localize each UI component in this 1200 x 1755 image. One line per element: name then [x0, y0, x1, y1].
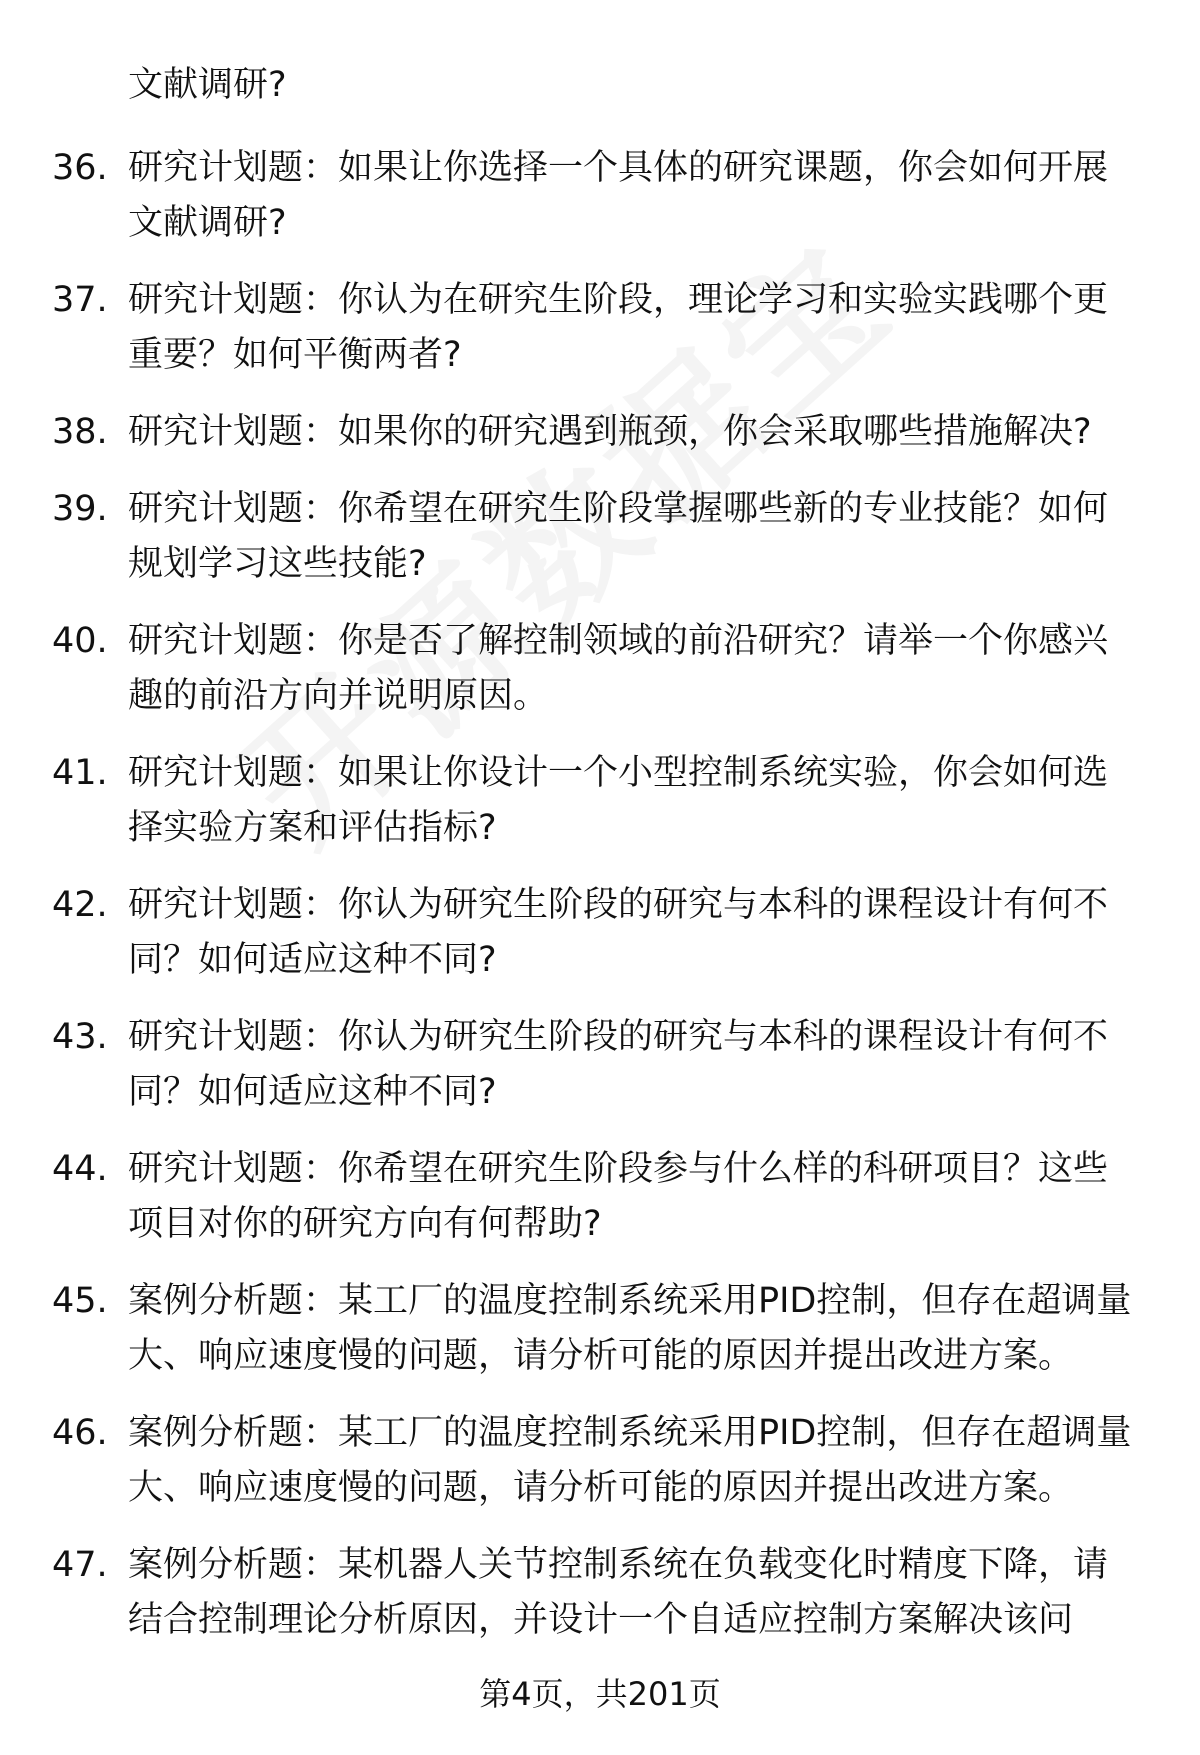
question-item [0, 746, 1200, 856]
question-number: 44. [52, 1149, 108, 1189]
question-item [0, 1142, 1200, 1252]
question-number: 45. [52, 1281, 108, 1321]
question-text: 研究计划题：你认为研究生阶段的研究与本科的课程设计有何不同？如何适应这种不同? [128, 1017, 1109, 1112]
question-number: 39. [52, 489, 108, 529]
question-list [0, 141, 1200, 1670]
question-text: 案例分析题：某工厂的温度控制系统采用PID控制，但存在超调量大、响应速度慢的问题，请分析可能的原因并提出改进方案。 [128, 1281, 1132, 1376]
question-item [0, 405, 1200, 460]
question-number: 42. [52, 885, 108, 925]
question-text: 研究计划题：你希望在研究生阶段掌握哪些新的专业技能？如何规划学习这些技能? [128, 489, 1109, 584]
page-footer: 第4页，共201页 [479, 1675, 721, 1713]
question-number: 46. [52, 1413, 108, 1453]
question-number: 47. [52, 1545, 108, 1585]
question-item [0, 141, 1200, 251]
question-number: 38. [52, 412, 108, 452]
question-number: 41. [52, 753, 108, 793]
question-item [0, 1406, 1200, 1516]
question-number: 37. [52, 280, 108, 320]
continued-text: 文献调研? [128, 65, 287, 105]
question-item [0, 1010, 1200, 1120]
question-item [0, 482, 1200, 592]
question-number: 36. [52, 148, 108, 188]
question-number: 43. [52, 1017, 108, 1057]
question-item [0, 878, 1200, 988]
question-item [0, 1274, 1200, 1384]
question-text: 研究计划题：你是否了解控制领域的前沿研究？请举一个你感兴趣的前沿方向并说明原因。 [128, 621, 1109, 716]
question-item [0, 273, 1200, 383]
question-text: 案例分析题：某机器人关节控制系统在负载变化时精度下降，请结合控制理论分析原因，并设计一个自适应控制方案解决该问 [128, 1545, 1109, 1640]
question-text: 研究计划题：你认为在研究生阶段，理论学习和实验实践哪个更重要？如何平衡两者? [128, 280, 1109, 375]
question-text: 案例分析题：某工厂的温度控制系统采用PID控制，但存在超调量大、响应速度慢的问题，请分析可能的原因并提出改进方案。 [128, 1413, 1132, 1508]
question-text: 研究计划题：你认为研究生阶段的研究与本科的课程设计有何不同？如何适应这种不同? [128, 885, 1109, 980]
question-item [0, 1538, 1200, 1648]
question-number: 40. [52, 621, 108, 661]
question-text: 研究计划题：如果让你设计一个小型控制系统实验，你会如何选择实验方案和评估指标? [128, 753, 1109, 848]
question-item [0, 614, 1200, 724]
question-text: 研究计划题：如果你的研究遇到瓶颈，你会采取哪些措施解决? [128, 412, 1092, 452]
question-text: 研究计划题：如果让你选择一个具体的研究课题，你会如何开展文献调研? [128, 148, 1109, 243]
question-text: 研究计划题：你希望在研究生阶段参与什么样的科研项目？这些项目对你的研究方向有何帮助? [128, 1149, 1109, 1244]
